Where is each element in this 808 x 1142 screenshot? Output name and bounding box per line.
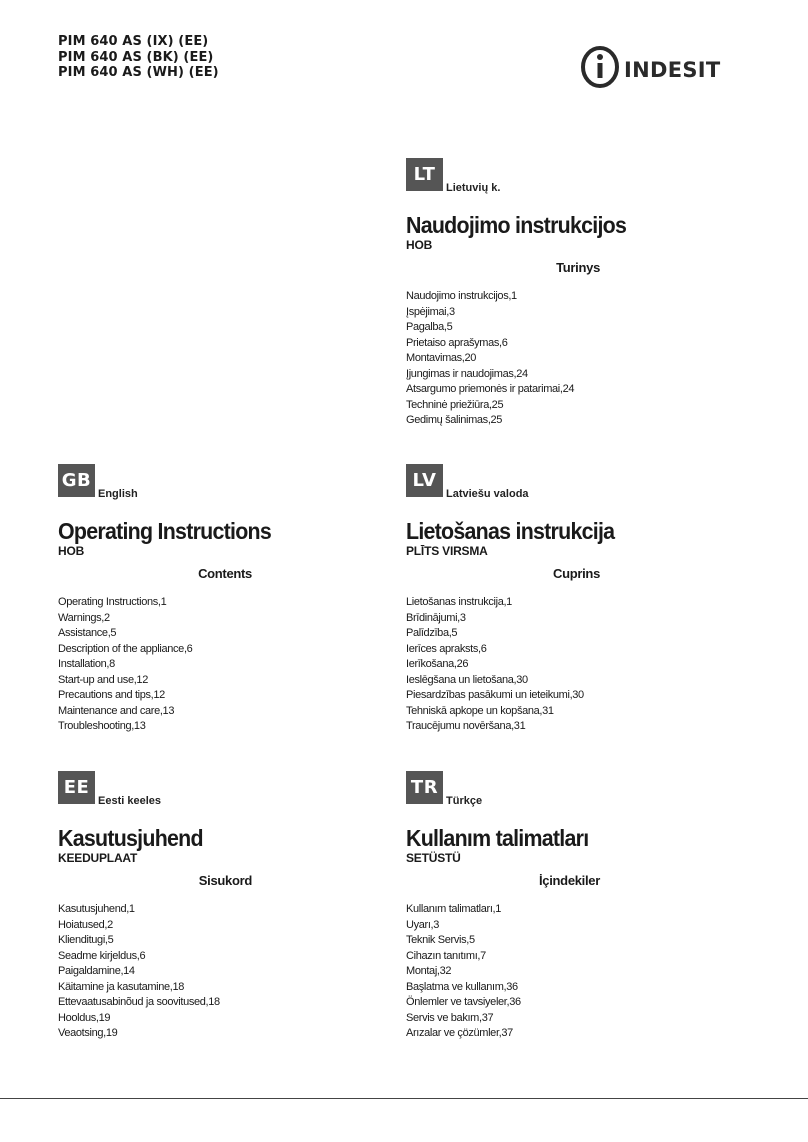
toc-item: Seadme kirjeldus,6 (58, 949, 146, 962)
toc-item: Įjungimas ir naudojimas,24 (406, 367, 528, 380)
section-lt (406, 158, 706, 429)
toc-item: Montavimas,20 (406, 352, 477, 364)
model-name: PIM 640 AS (WH) (EE) (58, 65, 219, 80)
language-code-badge: EE (58, 771, 95, 804)
model-name: PIM 640 AS (IX) (EE) (58, 34, 209, 49)
toc-item: Klienditugi,5 (58, 934, 114, 946)
language-name: Türkçe (446, 795, 483, 807)
toc-item: Tehniskā apkope un kopšana,31 (406, 704, 554, 717)
toc-item: Įspėjimai,3 (406, 305, 455, 318)
contents-heading: Turinys (556, 260, 600, 275)
indesit-logo-icon (580, 44, 740, 90)
toc-item: Kullanım talimatları,1 (406, 903, 502, 915)
toc-item: Piesardzības pasākumi un ieteikumi,30 (406, 689, 584, 701)
manual-title: Lietošanas instrukcija (406, 518, 615, 544)
toc-item: Troubleshooting,13 (58, 720, 146, 732)
table-of-contents (58, 902, 358, 1042)
manual-subtitle: SETÜSTÜ (406, 851, 461, 865)
toc-item: Ieslēgšana un lietošana,30 (406, 673, 528, 686)
toc-item: Ierīkošana,26 (406, 658, 469, 670)
toc-item: Ierīces apraksts,6 (406, 642, 487, 655)
language-code-badge: LV (406, 464, 443, 497)
language-header (406, 464, 706, 506)
toc-item: Description of the appliance,6 (58, 642, 193, 655)
toc-item: Pagalba,5 (406, 321, 453, 333)
manual-title: Naudojimo instrukcijos (406, 212, 627, 238)
section-ee (58, 771, 358, 1042)
toc-item: Precautions and tips,12 (58, 689, 165, 701)
language-header (58, 464, 358, 506)
manual-subtitle: KEEDUPLAAT (58, 851, 138, 865)
brand-logo (580, 44, 740, 90)
manual-title: Kullanım talimatları (406, 825, 589, 851)
toc-item: Atsargumo priemonės ir patarimai,24 (406, 383, 575, 395)
toc-item: Veaotsing,19 (58, 1027, 118, 1039)
model-list (58, 34, 219, 81)
toc-item: Techninė priežiūra,25 (406, 398, 504, 411)
model-name: PIM 640 AS (BK) (EE) (58, 49, 214, 65)
table-of-contents (406, 902, 706, 1042)
section-gb (58, 464, 358, 735)
toc-item: Lietošanas instrukcija,1 (406, 596, 512, 608)
manual-subtitle: PLĪTS VIRSMA (406, 544, 488, 558)
toc-item: Käitamine ja kasutamine,18 (58, 980, 185, 993)
toc-item: Installation,8 (58, 658, 115, 670)
toc-item: Hooldus,19 (58, 1011, 111, 1024)
toc-item: Paigaldamine,14 (58, 965, 135, 977)
language-header (58, 771, 358, 813)
toc-item: Arızalar ve çözümler,37 (406, 1027, 513, 1039)
toc-item: Uyarı,3 (406, 918, 440, 931)
toc-item: Palīdzība,5 (406, 627, 458, 639)
toc-item: Operating Instructions,1 (58, 596, 167, 608)
toc-item: Cihazın tanıtımı,7 (406, 949, 486, 962)
toc-item: Kasutusjuhend,1 (58, 903, 135, 915)
contents-heading: Cuprins (552, 566, 600, 581)
toc-item: Maintenance and care,13 (58, 704, 175, 717)
toc-item: Hoiatused,2 (58, 918, 113, 931)
manual-subtitle: HOB (58, 544, 85, 558)
manual-subtitle: HOB (406, 238, 433, 252)
section-tr (406, 771, 706, 1042)
language-name: Lietuvių k. (446, 182, 501, 194)
language-header (406, 771, 706, 813)
manual-title: Kasutusjuhend (58, 825, 203, 851)
contents-heading: Contents (198, 566, 252, 581)
language-name: Latviešu valoda (446, 488, 529, 500)
contents-heading: İçindekiler (538, 873, 600, 888)
toc-item: Servis ve bakım,37 (406, 1011, 494, 1024)
brand-name: INDESIT (624, 58, 721, 82)
toc-item: Traucējumu novēršana,31 (406, 720, 526, 732)
table-of-contents (406, 595, 706, 735)
toc-item: Teknik Servis,5 (406, 934, 475, 946)
toc-item: Assistance,5 (58, 627, 117, 639)
language-code-badge: TR (406, 771, 443, 804)
manual-title: Operating Instructions (58, 518, 272, 544)
language-name: Eesti keeles (98, 795, 161, 807)
toc-item: Brīdinājumi,3 (406, 611, 466, 624)
table-of-contents (406, 289, 706, 429)
toc-item: Warnings,2 (58, 611, 110, 624)
table-of-contents (58, 595, 358, 735)
language-code-badge: LT (406, 158, 443, 191)
toc-item: Prietaiso aprašymas,6 (406, 336, 508, 349)
toc-item: Gedimų šalinimas,25 (406, 414, 503, 426)
toc-item: Başlatma ve kullanım,36 (406, 980, 518, 993)
toc-item: Önlemler ve tavsiyeler,36 (406, 996, 521, 1008)
section-lv (406, 464, 706, 735)
language-name: English (98, 488, 138, 500)
language-code-badge: GB (58, 464, 95, 497)
toc-item: Start-up and use,12 (58, 673, 148, 686)
footer-divider (0, 1098, 808, 1099)
language-header (406, 158, 706, 200)
toc-item: Naudojimo instrukcijos,1 (406, 290, 517, 302)
toc-item: Ettevaatusabinõud ja soovitused,18 (58, 996, 220, 1008)
contents-heading: Sisukord (198, 873, 252, 888)
toc-item: Montaj,32 (406, 965, 452, 977)
